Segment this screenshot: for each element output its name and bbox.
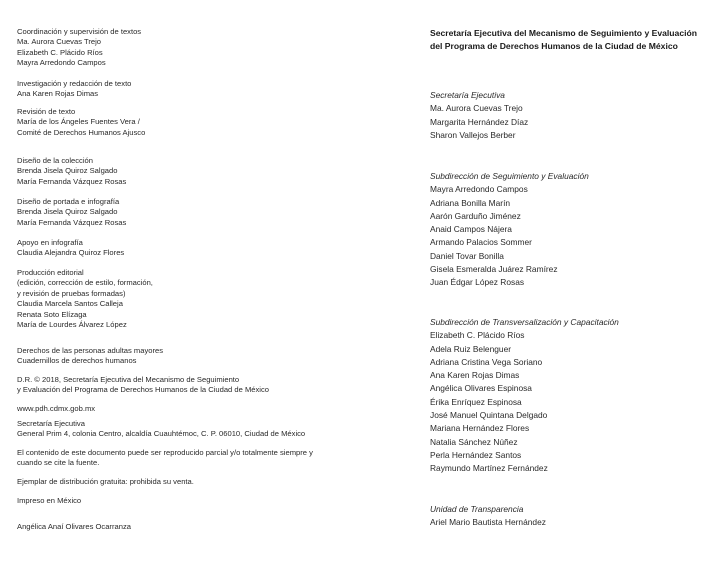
staff-name: Daniel Tovar Bonilla: [430, 250, 504, 261]
credit-block-diseno-portada: [17, 197, 347, 238]
credit-heading: Producción editorial: [17, 268, 84, 277]
institution-title: [430, 27, 720, 89]
credit-name: María Fernanda Vázquez Rosas: [17, 217, 127, 227]
staff-name: Aarón Garduño Jiménez: [430, 210, 521, 221]
credit-name: Brenda Jisela Quiroz Salgado: [17, 166, 118, 176]
credit-name: Elizabeth C. Plácido Ríos: [17, 47, 103, 57]
address-block: [17, 419, 347, 448]
staff-name: Margarita Hernández Díaz: [430, 116, 529, 127]
illustration-credit: Angélica Anaí Olivares Ocarranza: [17, 522, 131, 531]
credit-name: María de Lourdes Álvarez López: [17, 320, 127, 330]
credit-heading: Diseño de portada e infografía: [17, 197, 120, 206]
credit-name: Mayra Arredondo Campos: [17, 58, 106, 68]
credit-name: Claudia Marcela Santos Calleja: [17, 299, 123, 309]
staff-name: Ana Karen Rojas Dimas: [430, 370, 520, 381]
section-seguimiento-evaluacion: [430, 170, 720, 316]
credit-name: María Fernanda Vázquez Rosas: [17, 176, 127, 186]
staff-name: Adela Ruiz Belenguer: [430, 343, 512, 354]
staff-name: Mariana Hernández Flores: [430, 423, 530, 434]
copyright-block: [17, 375, 347, 404]
credit-block-produccion: [17, 268, 347, 346]
website-block: [17, 404, 347, 419]
credit-name: Renata Soto Elízaga: [17, 309, 87, 319]
publication-title: Derechos de las personas adultas mayores: [17, 346, 164, 355]
credit-subheading: (edición, corrección de estilo, formación,: [17, 278, 153, 288]
section-heading: Secretaría Ejecutiva: [430, 90, 505, 100]
publication-block: [17, 346, 347, 375]
printed-block: [17, 496, 347, 522]
staff-name: Angélica Olivares Espinosa: [430, 383, 532, 394]
credit-block-coordinacion: [17, 27, 347, 79]
section-secretaria-ejecutiva: [430, 89, 720, 170]
copyright-line: y Evaluación del Programa de Derechos Humanos de la Ciudad de México: [17, 385, 269, 395]
section-transversalizacion-capacitacion: [430, 316, 720, 503]
credit-heading: Coordinación y supervisión de textos: [17, 27, 142, 36]
illustration-credit-block: [17, 522, 347, 532]
section-heading: Subdirección de Transversalización y Capacitación: [430, 317, 619, 327]
credit-name: Ana Karen Rojas Dimas: [17, 89, 99, 99]
copyright-line: D.R. © 2018, Secretaría Ejecutiva del Mecanismo de Seguimiento: [17, 375, 240, 384]
credit-name: Comité de Derechos Humanos Ajusco: [17, 127, 146, 137]
staff-name: Ma. Aurora Cuevas Trejo: [430, 103, 523, 114]
staff-name: Gisela Esmeralda Juárez Ramírez: [430, 264, 558, 275]
staff-name: Anaid Campos Nájera: [430, 224, 512, 235]
credits-left-column: [17, 27, 347, 532]
address-line: General Prim 4, colonia Centro, alcaldía Cuauhtémoc, C. P. 06010, Ciudad de México: [17, 429, 306, 439]
staff-name: Armando Palacios Sommer: [430, 237, 532, 248]
credit-block-revision: [17, 107, 347, 156]
credits-right-column: [430, 27, 720, 530]
credit-subheading: y revisión de pruebas formadas): [17, 288, 126, 298]
credit-name: Ma. Aurora Cuevas Trejo: [17, 37, 101, 47]
staff-name: Juan Édgar López Rosas: [430, 277, 525, 288]
printed-note: Impreso en México: [17, 496, 82, 505]
address-heading: Secretaría Ejecutiva: [17, 419, 85, 428]
staff-name: Érika Enríquez Espinosa: [430, 396, 522, 407]
staff-name: Ariel Mario Bautista Hernández: [430, 517, 546, 528]
credit-block-investigacion: [17, 79, 347, 107]
credit-name: María de los Ángeles Fuentes Vera /: [17, 117, 140, 127]
staff-name: Natalia Sánchez Núñez: [430, 436, 518, 447]
credit-block-diseno-coleccion: [17, 156, 347, 197]
staff-name: Adriana Cristina Vega Soriano: [430, 356, 543, 367]
section-unidad-transparencia: [430, 503, 720, 530]
staff-name: Raymundo Martínez Fernández: [430, 463, 548, 474]
credit-heading: Revisión de texto: [17, 107, 76, 116]
website-link[interactable]: www.pdh.cdmx.gob.mx: [17, 404, 96, 413]
license-block: [17, 448, 347, 477]
credit-heading: Investigación y redacción de texto: [17, 79, 132, 88]
distribution-note: Ejemplar de distribución gratuita: prohibida su venta.: [17, 477, 194, 486]
staff-name: Mayra Arredondo Campos: [430, 184, 528, 195]
publication-series: Cuadernillos de derechos humanos: [17, 356, 137, 366]
license-line: El contenido de este documento puede ser reproducido parcial y/o totalmente siempre y: [17, 448, 313, 457]
staff-name: Adriana Bonilla Marín: [430, 197, 511, 208]
credit-name: Claudia Alejandra Quiroz Flores: [17, 248, 125, 258]
credit-heading: Apoyo en infografía: [17, 238, 83, 247]
staff-name: Elizabeth C. Plácido Ríos: [430, 330, 525, 341]
license-line: cuando se cite la fuente.: [17, 458, 100, 468]
distribution-block: [17, 477, 347, 496]
credit-heading: Diseño de la colección: [17, 156, 93, 165]
section-heading: Unidad de Transparencia: [430, 504, 524, 514]
staff-name: Sharon Vallejos Berber: [430, 129, 516, 140]
staff-name: Perla Hernández Santos: [430, 449, 522, 460]
credit-name: Brenda Jisela Quiroz Salgado: [17, 207, 118, 217]
institution-title-line: Secretaría Ejecutiva del Mecanismo de Seguimiento y Evaluación: [430, 28, 697, 38]
credit-block-apoyo: [17, 238, 347, 268]
institution-title-line: del Programa de Derechos Humanos de la Ciudad de México: [430, 40, 678, 51]
staff-name: José Manuel Quintana Delgado: [430, 410, 548, 421]
section-heading: Subdirección de Seguimiento y Evaluación: [430, 171, 589, 181]
